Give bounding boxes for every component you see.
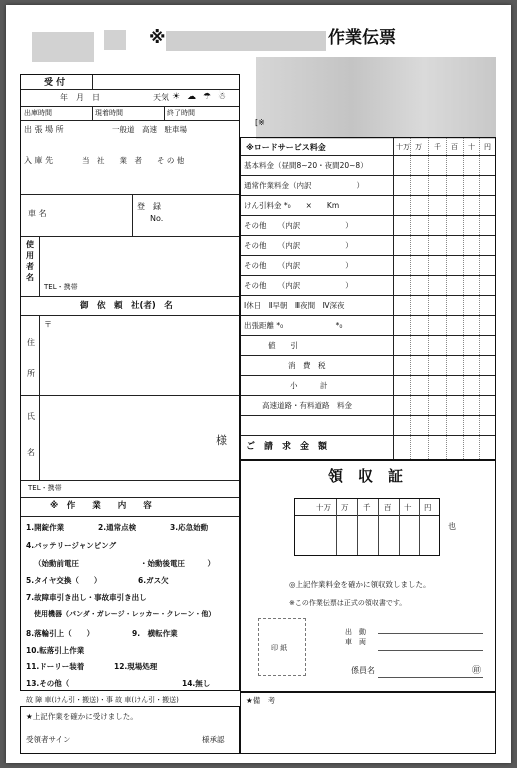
address-label-2: 所 — [27, 369, 35, 378]
registration-no-label: No. — [150, 214, 164, 223]
work-item-12: 12.現場処理 — [114, 662, 158, 671]
user-tel-label: TEL・携帯 — [44, 283, 78, 291]
fee-row-other-1: その他 （内訳 ） — [244, 221, 353, 230]
fee-row-tax: 消 費 税 — [288, 361, 326, 370]
end-time-label: 終了時間 — [167, 109, 195, 117]
name-label-2: 名 — [27, 448, 35, 457]
work-item-9: 9. 横転作業 — [132, 629, 178, 638]
snow-icon: ☃ — [218, 92, 227, 102]
fee-row-line — [241, 415, 495, 416]
fee-row-line — [241, 235, 495, 236]
remarks-label: ★備 考 — [246, 696, 276, 705]
fee-row-basic: 基本料金（昼間8~20・夜間20~8） — [244, 161, 368, 170]
dispatch-label: 出 動 — [345, 628, 366, 636]
fee-row-toll: 高速道路・有料道路 料金 — [262, 401, 352, 410]
digit-header-100: 百 — [451, 143, 458, 151]
work-item-11: 11.ドーリー装着 — [26, 662, 85, 671]
receipt-title: 領 収 証 — [328, 467, 404, 485]
receipt-digit-1k: 千 — [363, 503, 371, 512]
fee-row-line — [241, 215, 495, 216]
date-label: 年 月 日 — [60, 93, 100, 102]
work-item-3: 3.応急始動 — [170, 523, 209, 532]
receipt-digit-divider — [357, 499, 358, 555]
fee-row-total: ご 請 求 金 額 — [246, 442, 328, 452]
fee-table-title: ※ロードサービス料金 — [246, 143, 326, 152]
fee-row-towing: けん引料金 *₀ × Km — [244, 201, 340, 210]
digit-header-100k: 十万 — [396, 143, 410, 151]
vehicle-name-label: 車 名 — [28, 209, 47, 218]
registration-label: 登 録 — [137, 202, 161, 211]
fee-row-distance: 出張距離 *₀ *₀ — [244, 321, 343, 330]
work-item-14: 14.無し — [182, 679, 211, 688]
fee-row-time-slot: Ⅰ休日 Ⅱ早朝 Ⅲ夜間 Ⅳ深夜 — [244, 301, 345, 310]
fee-digit-divider — [479, 138, 480, 459]
redacted-label: [※ — [255, 118, 265, 127]
redacted-company-info — [256, 57, 496, 139]
fee-row-other-4: その他 （内訳 ） — [244, 281, 353, 290]
dispatch-location-options: 一般道 高速 駐車場 — [112, 125, 187, 134]
digit-header-10k: 万 — [415, 143, 422, 151]
staff-name-label: 係員名 — [351, 666, 375, 675]
fee-row-other-3: その他 （内訳 ） — [244, 261, 353, 270]
work-item-4: 4.バッテリージャンピング — [26, 541, 117, 550]
fault-accident-label: 故 障 車(けん引・搬送)・事 故 車(けん引・搬送) — [26, 696, 179, 704]
fee-row-line — [241, 175, 495, 176]
fee-row-line — [241, 155, 495, 156]
fee-row-line — [241, 195, 495, 196]
approval-label: 様承認 — [202, 735, 225, 744]
dispatch-location-label: 出 張 場 所 — [24, 125, 64, 134]
work-item-7-equipment: 使用機器（パンダ・ガレージ・レッカー・クレーン・他） — [34, 610, 216, 618]
storage-label: 入 庫 先 — [24, 156, 54, 165]
fee-row-line — [241, 335, 495, 336]
work-item-1: 1.開錠作業 — [26, 523, 65, 532]
storage-options: 当 社 業 者 そ の 他 — [82, 156, 185, 165]
dispatch-vehicle-label: 車 両 — [345, 638, 366, 646]
fee-row-line — [241, 395, 495, 396]
fee-row-line — [241, 295, 495, 296]
work-item-13: 13.その他（ — [26, 679, 70, 688]
work-item-4-voltage-before: （始動前電圧 — [34, 559, 79, 568]
postal-mark: 〒 — [44, 320, 52, 329]
digit-header-10: 十 — [468, 143, 475, 151]
honorific-label: 様 — [216, 434, 227, 447]
receipt-digit-100k: 十万 — [316, 503, 331, 512]
client-tel-label: TEL・携帯 — [28, 484, 62, 492]
user-label-3: 者 — [26, 262, 34, 271]
address-label-1: 住 — [27, 338, 35, 347]
user-label-2: 用 — [26, 251, 34, 260]
fee-row-discount: 値 引 — [268, 341, 298, 350]
work-content-header: ※ 作 業 内 容 — [50, 501, 152, 511]
redacted-company — [166, 31, 326, 51]
arrival-time-label: 現着時間 — [95, 109, 123, 117]
fee-row-line — [241, 275, 495, 276]
cloud-icon: ☁ — [187, 92, 196, 102]
work-item-6: 6.ガス欠 — [138, 576, 169, 585]
user-label-1: 使 — [26, 240, 34, 249]
name-label-1: 氏 — [27, 412, 35, 421]
fee-row-line — [241, 435, 495, 436]
fee-digit-divider — [428, 138, 429, 459]
work-slip — [6, 5, 511, 763]
work-item-4-voltage-after: ・始動後電圧 ） — [140, 559, 215, 568]
receipt-digit-10: 十 — [404, 503, 412, 512]
work-item-7: 7.故障車引き出し・事故車引き出し — [26, 593, 147, 602]
receipt-digit-100: 百 — [384, 503, 392, 512]
fee-row-subtotal: 小 計 — [290, 381, 328, 390]
receipt-digit-divider — [378, 499, 379, 555]
work-item-5: 5.タイヤ交換（ ） — [26, 576, 102, 585]
sun-icon: ☀ — [172, 92, 181, 102]
receipt-digit-divider — [336, 499, 337, 555]
fee-row-line — [241, 375, 495, 376]
digit-header-yen: 円 — [484, 143, 491, 151]
user-label-4: 名 — [26, 273, 34, 282]
umbrella-icon: ☂ — [203, 92, 212, 102]
receiver-sign-label: 受領者サイン — [26, 735, 71, 744]
fee-row-line — [241, 355, 495, 356]
receipt-digit-10k: 万 — [341, 503, 349, 512]
weather-label: 天気 — [153, 93, 169, 102]
work-item-2: 2.通常点検 — [98, 523, 137, 532]
fee-row-normal-work: 通常作業料金（内訳 ） — [244, 181, 364, 190]
fee-row-line — [241, 315, 495, 316]
header-mark: ※ — [149, 28, 166, 48]
receipt-suffix: 也 — [448, 522, 456, 531]
reception-label: 受 付 — [44, 78, 66, 88]
receipt-digit-divider — [419, 499, 420, 555]
receipt-digit-divider — [399, 499, 400, 555]
revenue-stamp-label: 印 紙 — [271, 644, 288, 652]
fee-digit-divider — [463, 138, 464, 459]
receipt-confirmation: ★上記作業を確かに受けました。 — [26, 712, 138, 721]
digit-header-1k: 千 — [434, 143, 441, 151]
client-name-header: 御 依 頼 社(者) 名 — [80, 301, 173, 311]
receipt-note-1: ◎上記作業料金を確かに領収致しました。 — [289, 580, 431, 589]
work-item-10: 10.転落引上作業 — [26, 646, 85, 655]
fee-digit-divider — [410, 138, 411, 459]
receipt-digit-yen: 円 — [424, 503, 432, 512]
page-title: 作業伝票 — [328, 28, 396, 48]
fee-row-line — [241, 255, 495, 256]
redacted-block — [32, 32, 94, 62]
departure-time-label: 出庫時間 — [24, 109, 52, 117]
seal-mark: ㊞ — [472, 666, 482, 676]
redacted-block — [104, 30, 126, 50]
fee-row-other-2: その他 （内訳 ） — [244, 241, 353, 250]
remarks-box — [240, 692, 496, 754]
work-item-8: 8.落輪引上（ ） — [26, 629, 95, 638]
fee-digit-divider — [446, 138, 447, 459]
receipt-note-2: ※この作業伝票は正式の領収書です。 — [289, 599, 407, 607]
